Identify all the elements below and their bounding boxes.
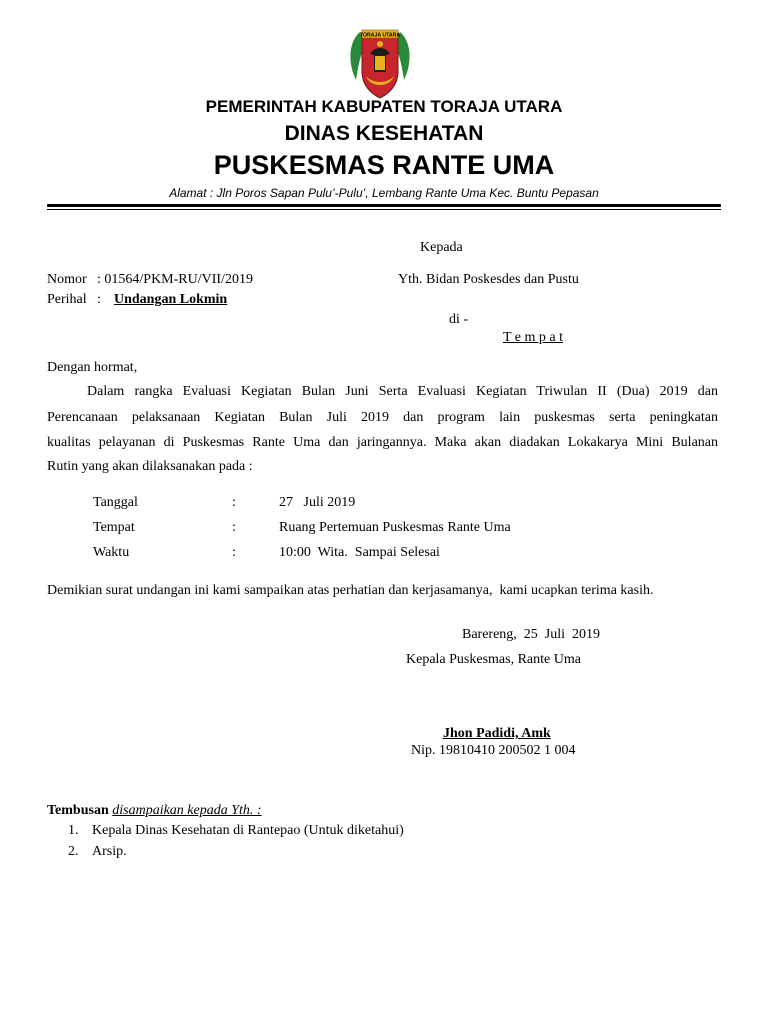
nomor-value: : 01564/PKM-RU/VII/2019 <box>97 272 253 287</box>
recipient-name: Yth. Bidan Poskesdes dan Pustu <box>398 272 579 287</box>
detail-value-place: Ruang Pertemuan Puskesmas Rante Uma <box>279 520 511 535</box>
detail-colon-date: : <box>232 495 236 510</box>
tembusan-item: Arsip. <box>92 844 127 859</box>
perihal-value: Undangan Lokmin <box>114 292 228 307</box>
tembusan-label-rest: disampaikan kepada Yth. : <box>112 803 262 818</box>
detail-value-time: 10:00 Wita. Sampai Selesai <box>279 545 440 560</box>
header-rule-thick <box>47 204 721 207</box>
perihal-colon: : <box>97 292 101 307</box>
emblem-sun <box>377 41 383 47</box>
body-line-4: Rutin yang akan dilaksanakan pada : <box>47 459 253 474</box>
recipient-to-label: Kepada <box>420 240 463 255</box>
tembusan-item-num: 2. <box>68 844 79 859</box>
emblem-banner-text: TORAJA UTARA <box>359 32 401 39</box>
tembusan-item-num: 1. <box>68 823 79 838</box>
tembusan-label: Tembusan <box>47 803 109 818</box>
tembusan-item: Kepala Dinas Kesehatan di Rantepao (Untuk diketahui) <box>92 823 404 838</box>
detail-colon-place: : <box>232 520 236 535</box>
perihal-label: Perihal <box>47 292 87 307</box>
signatory-nip: Nip. 19810410 200502 1 004 <box>411 743 576 758</box>
emblem-house-body <box>375 56 385 70</box>
closing-sentence: Demikian surat undangan ini kami sampaikan atas perhatian dan kerjasamanya, kami ucapkan terima kasih. <box>47 583 654 598</box>
signatory-name: Jhon Padidi, Amk <box>443 726 551 741</box>
tembusan-heading <box>47 803 262 819</box>
recipient-place: T e m p a t <box>503 330 564 345</box>
detail-label-place: Tempat <box>93 520 135 535</box>
recipient-di: di - <box>449 312 469 327</box>
greeting: Dengan hormat, <box>47 360 138 375</box>
detail-label-time: Waktu <box>93 545 130 560</box>
detail-value-date: 27 Juli 2019 <box>279 495 356 510</box>
signatory-position: Kepala Puskesmas, Rante Uma <box>406 652 581 667</box>
department-heading: DINAS KESEHATAN <box>284 122 484 145</box>
detail-label-date: Tanggal <box>93 495 138 510</box>
detail-colon-time: : <box>232 545 236 560</box>
office-heading: PUSKESMAS RANTE UMA <box>213 150 555 180</box>
nomor-label: Nomor <box>47 272 87 287</box>
government-heading: PEMERINTAH KABUPATEN TORAJA UTARA <box>205 97 563 116</box>
office-address: Alamat : Jln Poros Sapan Pulu’-Pulu’, Lembang Rante Uma Kec. Buntu Pepasan <box>169 186 599 200</box>
place-date: Barereng, 25 Juli 2019 <box>462 627 601 642</box>
body-line-3: kualitas pelayanan di Puskesmas Rante Uma dan jaringannya. Maka akan diadakan Lokakarya Mini Bulanan <box>47 435 718 450</box>
body-line-1: Dalam rangka Evaluasi Kegiatan Bulan Juni Serta Evaluasi Kegiatan Triwulan II (Dua) 2019 dan <box>87 384 718 399</box>
header-rule-thin <box>47 209 721 210</box>
toraja-utara-emblem <box>346 24 414 100</box>
body-line-2: Perencanaan pelaksanaan Kegiatan Bulan Juli 2019 dan program lain puskesmas serta peningkatan <box>47 410 718 425</box>
